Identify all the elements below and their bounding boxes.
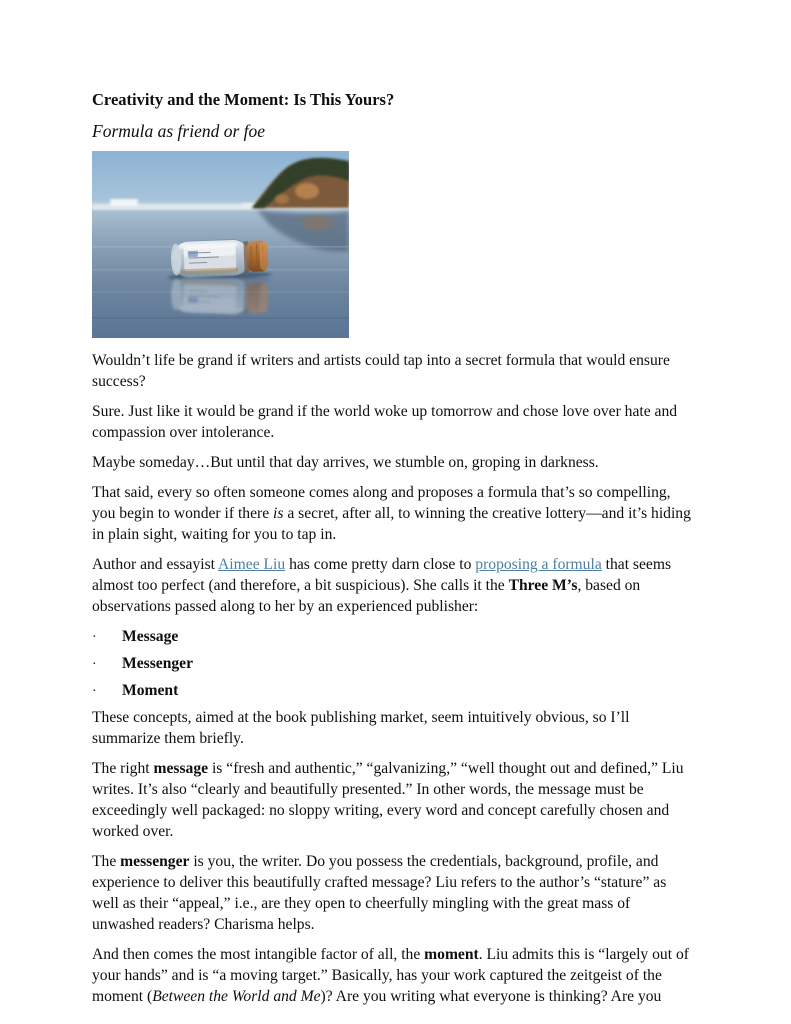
paragraph	[92, 452, 693, 473]
text-run: has come pretty darn close to	[285, 556, 476, 574]
bullet-marker: ·	[92, 630, 97, 646]
text-run: a secret, after all, to winning the creative lottery—and it’s hiding in plain sight, waiting for you to tap in.	[92, 505, 691, 544]
bullet-list-item	[92, 626, 693, 648]
hyperlink[interactable]: proposing a formula	[475, 556, 602, 574]
text-run: )? Are you writing what everyone is thinking? Are you	[320, 988, 662, 1006]
bottle-reflection	[166, 273, 271, 316]
italic-text-run: is	[273, 505, 284, 523]
paragraph	[92, 554, 693, 617]
italic-text-run: Between the World and Me	[152, 988, 321, 1006]
paragraph	[92, 944, 693, 1007]
paragraph	[92, 851, 693, 935]
paragraph	[92, 401, 693, 443]
text-run: is “fresh and authentic,” “galvanizing,” “well thought out and defined,” Liu writes. It’s also “clearly and beautifully presented.” In other words, the message must be exceedingly well packaged: no sloppy writing, every word and concept carefully chosen and worked over.	[92, 760, 684, 841]
bullet-text	[122, 626, 178, 647]
bullet-list-item	[92, 680, 693, 702]
text-run: The	[92, 853, 121, 871]
text-run: is you, the writer. Do you possess the credentials, background, profile, and experience to deliver this beautifully crafted message? Liu refers to the author’s “stature” as well as their “appeal,” i.e., are they open to cheerfully mingling with the great mass of unwashed readers? Charisma helps.	[92, 853, 667, 934]
text-run: The right	[92, 760, 154, 778]
page-title: Creativity and the Moment: Is This Yours?	[92, 90, 395, 109]
bold-text-run: moment	[424, 946, 479, 964]
message-in-a-bottle-beach-photo	[92, 151, 349, 338]
hyperlink[interactable]: Aimee Liu	[218, 556, 286, 574]
paragraph	[92, 482, 693, 545]
bullet-text	[122, 653, 193, 674]
text-run: Author and essayist	[92, 556, 219, 574]
text-run: , based on observations passed along to her by an experienced publisher:	[92, 577, 641, 616]
text-run: Wouldn’t life be grand if writers and artists could tap into a secret formula that would ensure success?	[92, 352, 670, 391]
bold-text-run: Moment	[122, 682, 179, 700]
bold-text-run: Messenger	[122, 655, 194, 673]
paragraph	[92, 758, 693, 842]
text-run: Sure. Just like it would be grand if the world woke up tomorrow and chose love over hate and compassion over intolerance.	[92, 403, 678, 442]
bold-text-run: Three M’s	[508, 577, 578, 595]
bullet-marker: ·	[92, 684, 97, 700]
bold-text-run: messenger	[120, 853, 190, 871]
text-run: Maybe someday…But until that day arrives, we stumble on, groping in darkness.	[92, 454, 599, 472]
text-run: that seems almost too perfect (and therefore, a bit suspicious). She calls it the	[92, 556, 672, 595]
document-body	[92, 350, 693, 1007]
page-subtitle: Formula as friend or foe	[92, 121, 266, 142]
bold-text-run: Message	[122, 628, 179, 646]
bullet-marker: ·	[92, 657, 97, 673]
text-run: . Liu admits this is “largely out of your hands” and is “a moving target.” Basically, has your work captured the zeitgeist of the moment (	[92, 946, 689, 1006]
bold-text-run: message	[153, 760, 209, 778]
text-run: And then comes the most intangible factor of all, the	[92, 946, 425, 964]
bullet-list-item	[92, 653, 693, 675]
bullet-text	[122, 680, 178, 701]
paragraph	[92, 350, 693, 392]
text-run: These concepts, aimed at the book publishing market, seem intuitively obvious, so I’ll summarize them briefly.	[92, 709, 630, 748]
document-content	[92, 89, 693, 1016]
text-run: That said, every so often someone comes along and proposes a formula that’s so compelling, you begin to wonder if there	[92, 484, 671, 523]
paragraph	[92, 707, 693, 749]
